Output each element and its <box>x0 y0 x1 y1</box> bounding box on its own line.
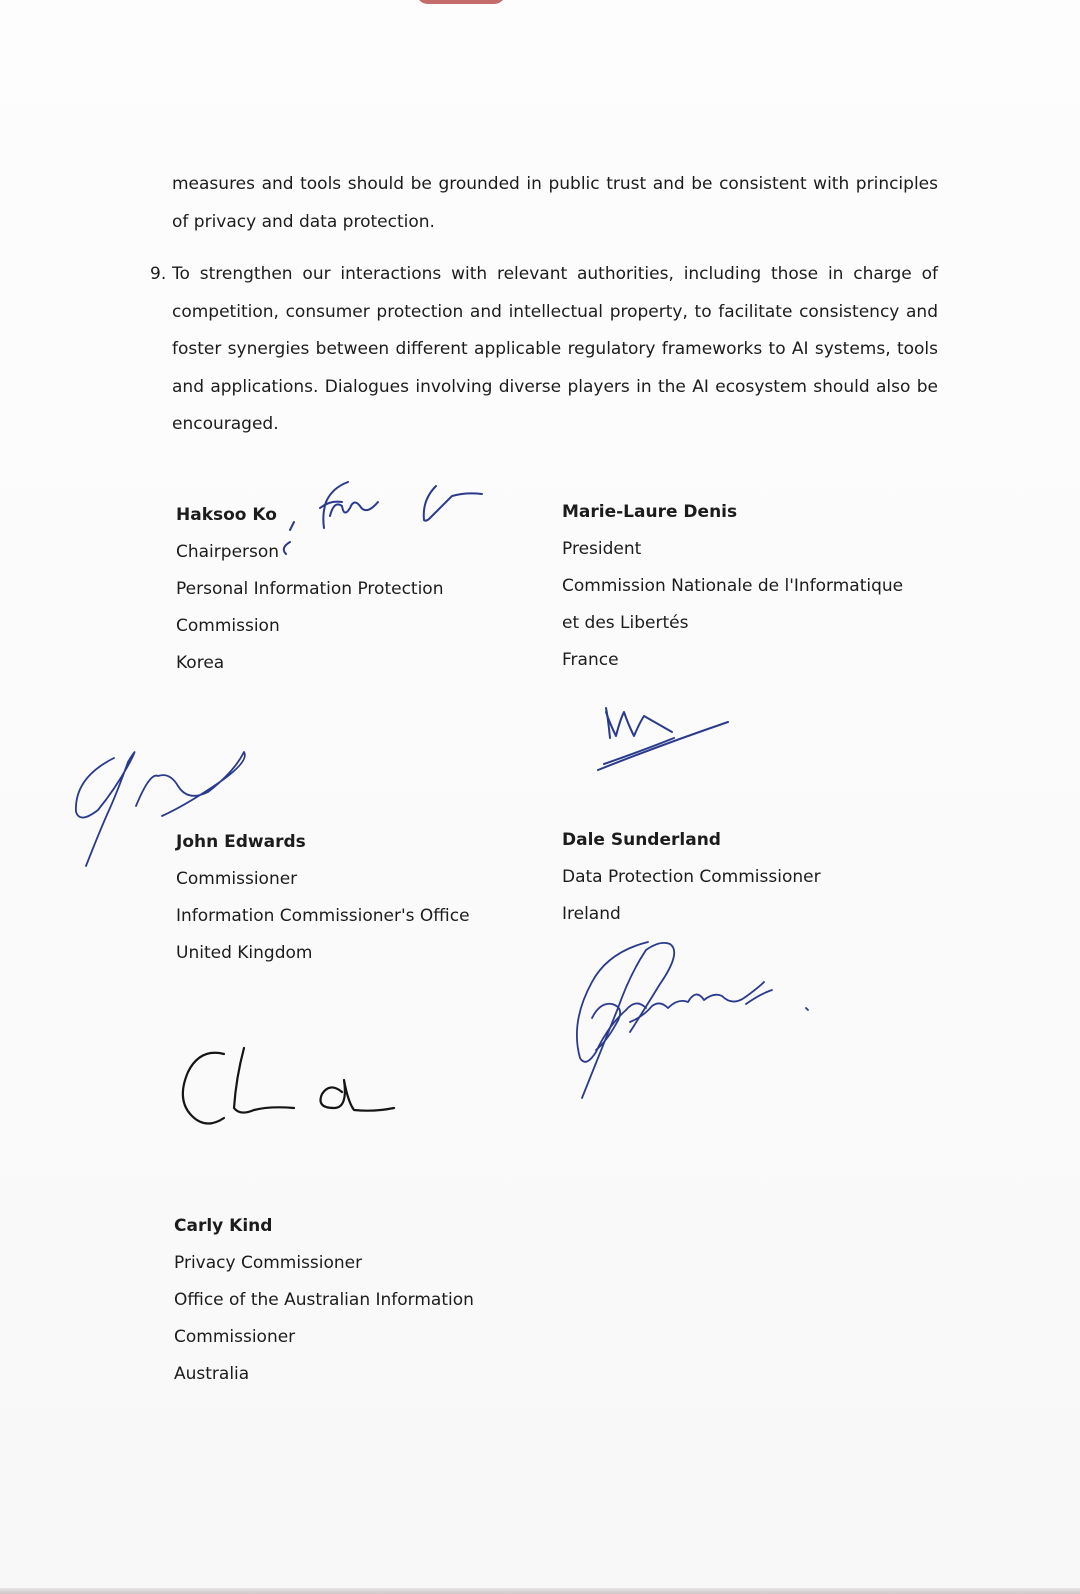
signatory-country: Ireland <box>562 904 621 924</box>
list-item-9 <box>150 256 938 444</box>
signature-haksoo-ko <box>276 468 496 560</box>
signatory-organization: Office of the Australian Information <box>174 1290 474 1310</box>
signatory-organization: Commission Nationale de l'Informatique <box>562 576 904 596</box>
signatory-country: United Kingdom <box>176 943 313 963</box>
signature-dale-sunderland <box>570 938 840 1118</box>
signatory-title: Privacy Commissioner <box>174 1253 363 1273</box>
signatory-country: Korea <box>176 653 225 673</box>
paper-bottom-edge <box>0 1588 1080 1594</box>
signatory-name: Carly Kind <box>174 1216 273 1236</box>
list-item-text: To strengthen our interactions with relevant authorities, including those in charge of competition, consumer protection and intellectual property, to facilitate consistency and foster synergies between different applicable regulatory frameworks to AI systems, tools and applications. Dialogues involving diverse players in the AI ecosystem should also be encouraged. <box>172 264 938 434</box>
signatory-country: Australia <box>174 1364 250 1384</box>
signatory-organization: et des Libertés <box>562 613 689 633</box>
signature-carly-kind <box>180 1044 400 1134</box>
signatory-country: France <box>562 650 619 670</box>
signatory-organization: Commissioner <box>174 1327 296 1347</box>
signatory-organization: Commission <box>176 616 280 636</box>
signatory-title: Data Protection Commissioner <box>562 867 821 887</box>
signatory-block-france <box>562 494 942 679</box>
signatory-block-australia <box>174 1208 554 1393</box>
signatory-name: John Edwards <box>176 832 306 852</box>
list-item-number: 9. <box>150 264 167 284</box>
signatory-title: Chairperson <box>176 542 280 562</box>
signature-marie-laure-denis <box>590 690 750 782</box>
signatory-organization: Information Commissioner's Office <box>176 906 470 926</box>
signatory-organization: Personal Information Protection <box>176 579 444 599</box>
signatory-name: Haksoo Ko <box>176 505 277 525</box>
paragraph-continuation: measures and tools should be grounded in public trust and be consistent with principles of privacy and data protection. <box>172 174 938 232</box>
signatory-name: Marie-Laure Denis <box>562 502 738 522</box>
signatory-title: President <box>562 539 642 559</box>
signatory-block-uk <box>176 824 556 972</box>
signatory-title: Commissioner <box>176 869 298 889</box>
signatory-block-ireland <box>562 822 942 933</box>
paper-edge-mark <box>416 0 506 4</box>
signatory-name: Dale Sunderland <box>562 830 721 850</box>
